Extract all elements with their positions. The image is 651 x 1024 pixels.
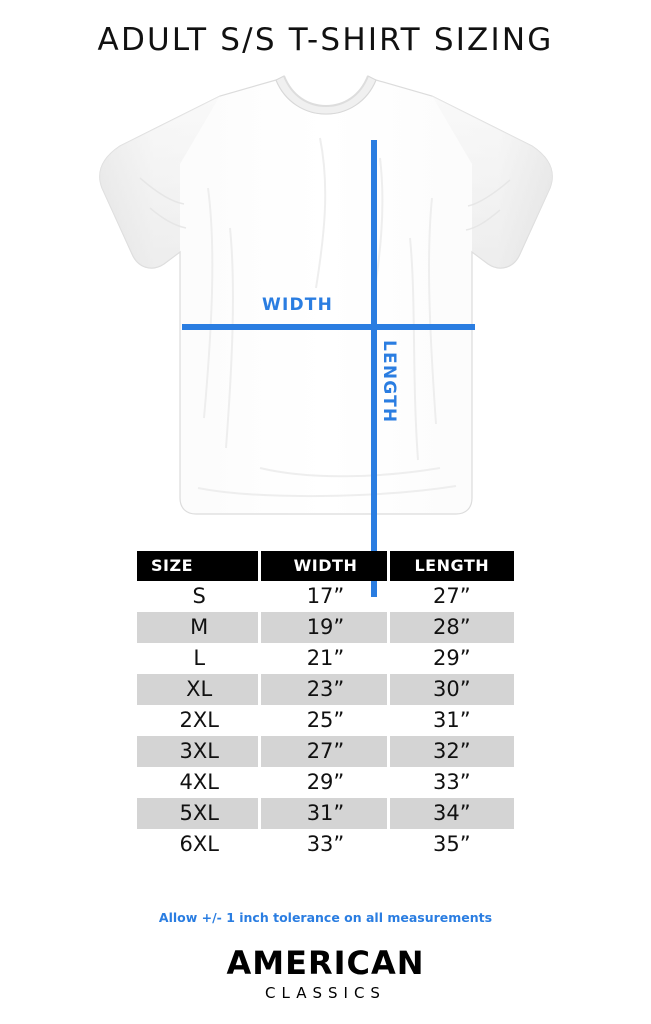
cell-size: L (193, 646, 206, 670)
page-title: ADULT S/S T-SHIRT SIZING (97, 22, 554, 58)
cell-width: 27” (261, 736, 389, 767)
cell-width: 29” (306, 770, 345, 794)
width-measure-line (182, 324, 475, 330)
cell-width: 17” (306, 584, 345, 608)
length-label: LENGTH (379, 340, 399, 424)
brand-tagline: CLASSICS (265, 984, 386, 1002)
cell-length: 30” (390, 674, 514, 705)
table-row (137, 705, 514, 736)
size-table-header (137, 551, 514, 581)
cell-length: 35” (432, 832, 471, 856)
length-measure-line (371, 140, 377, 597)
cell-length: 33” (432, 770, 471, 794)
cell-size: XL (137, 674, 261, 705)
table-row (137, 643, 514, 674)
cell-size: 2XL (179, 708, 219, 732)
cell-width: 31” (261, 798, 389, 829)
size-table (137, 551, 514, 860)
cell-size: 6XL (179, 832, 219, 856)
cell-length: 32” (390, 736, 514, 767)
table-row (137, 612, 514, 643)
cell-width: 19” (261, 612, 389, 643)
cell-width: 25” (306, 708, 345, 732)
size-table-body (137, 581, 514, 860)
cell-size: 5XL (137, 798, 261, 829)
cell-width: 23” (261, 674, 389, 705)
table-row (137, 829, 514, 860)
cell-size: S (192, 584, 206, 608)
table-row (137, 581, 514, 612)
cell-size: 3XL (137, 736, 261, 767)
table-row (137, 767, 514, 798)
cell-size: 4XL (179, 770, 219, 794)
shirt-diagram (0, 62, 651, 532)
cell-size: M (137, 612, 261, 643)
cell-length: 31” (432, 708, 471, 732)
cell-width: 33” (306, 832, 345, 856)
table-header-row (137, 551, 514, 581)
cell-width: 21” (306, 646, 345, 670)
cell-length: 34” (390, 798, 514, 829)
table-row (137, 674, 514, 705)
brand-logo (0, 944, 651, 1002)
tshirt-illustration (80, 68, 572, 518)
tolerance-note: Allow +/- 1 inch tolerance on all measurements (158, 910, 493, 925)
table-row (137, 798, 514, 829)
table-row (137, 736, 514, 767)
size-table-container (137, 551, 514, 860)
header-width: WIDTH (261, 551, 389, 581)
brand-name: AMERICAN (226, 944, 425, 982)
cell-length: 28” (390, 612, 514, 643)
header-size: SIZE (137, 551, 261, 581)
header-length: LENGTH (390, 551, 514, 581)
width-label: WIDTH (262, 295, 334, 315)
cell-length: 27” (432, 584, 471, 608)
cell-length: 29” (432, 646, 471, 670)
